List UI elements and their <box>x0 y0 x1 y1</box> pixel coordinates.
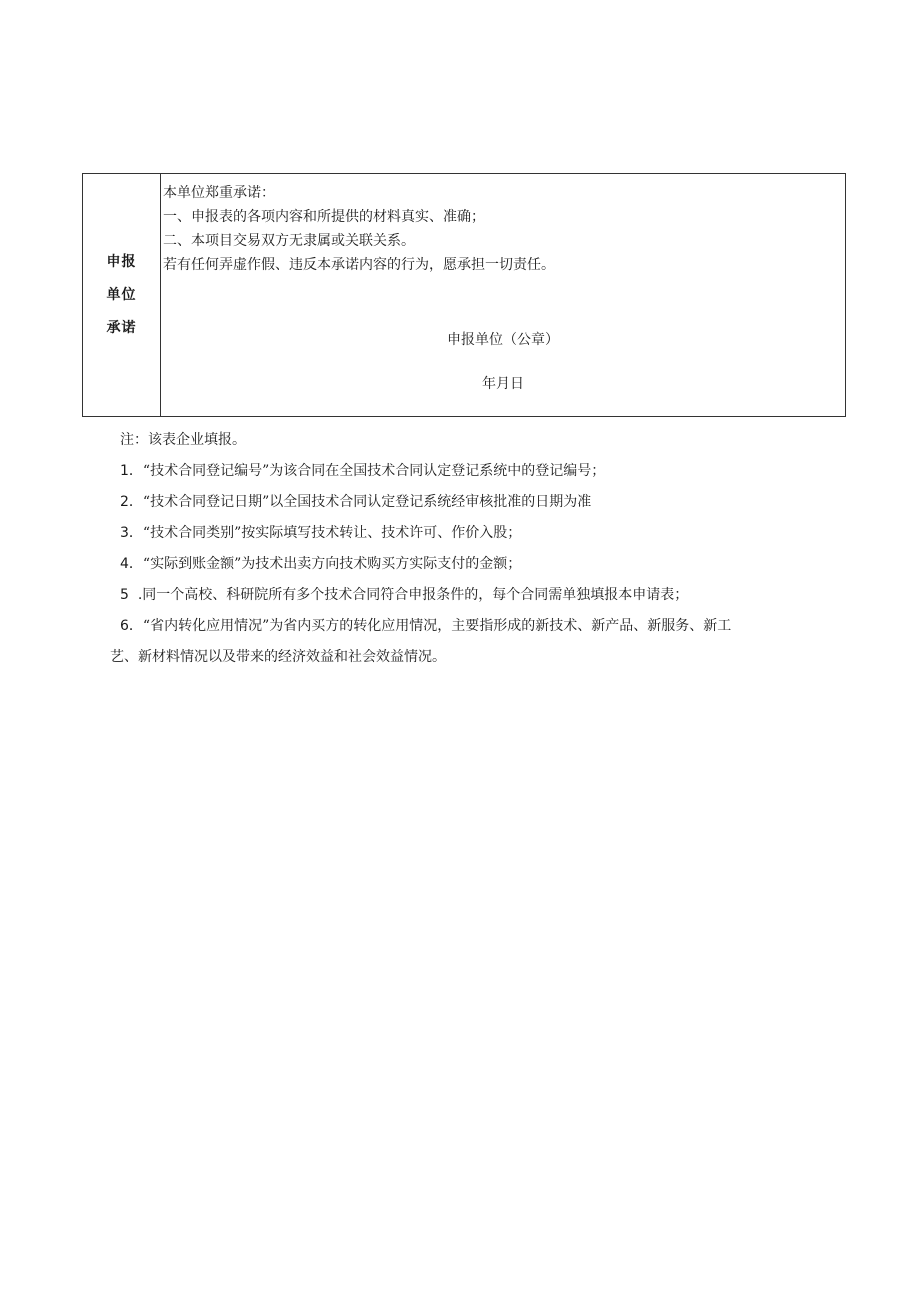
date-line: 年月日 <box>482 376 524 392</box>
note-item-2 <box>120 487 820 518</box>
note-number: 6 <box>120 618 129 634</box>
note-text: ．“技术合同登记编号”为该合同在全国技术合同认定登记系统中的登记编号； <box>128 463 606 479</box>
note-text: ．“技术合同类别”按实际填写技术转让、技术许可、作价入股； <box>128 525 522 541</box>
pledge-item-1: 一、申报表的各项内容和所提供的材料真实、准确； <box>163 209 485 225</box>
note-number: 2 <box>120 494 129 510</box>
note-item-3 <box>120 518 820 549</box>
pledge-intro: 本单位郑重承诺： <box>163 185 275 201</box>
note-number: 4 <box>120 556 129 572</box>
pledge-text <box>163 181 555 277</box>
note-text: ．“实际到账金额”为技术出卖方向技术购买方实际支付的金额； <box>128 556 522 572</box>
commitment-label-line-2: 单位 <box>106 286 137 303</box>
note-number: 5 <box>120 587 129 603</box>
commitment-label-line-1: 申报 <box>106 253 137 270</box>
pledge-liability: 若有任何弄虚作假、违反本承诺内容的行为，愿承担一切责任。 <box>163 257 555 273</box>
note-item-1 <box>120 456 820 487</box>
note-item-6 <box>120 611 820 642</box>
note-text: .同一个高校、科研院所有多个技术合同符合申报条件的，每个合同需单独填报本申请表； <box>128 587 689 603</box>
note-number: 3 <box>120 525 129 541</box>
note-text: ．“技术合同登记日期”以全国技术合同认定登记系统经审核批准的日期为准 <box>128 494 592 510</box>
commitment-label-line-3: 承诺 <box>106 319 137 336</box>
pledge-item-2: 二、本项目交易双方无隶属或关联关系。 <box>163 233 415 249</box>
notes-section <box>110 425 820 673</box>
note-item-4 <box>120 549 820 580</box>
commitment-label-cell <box>83 174 161 417</box>
note-item-5 <box>120 580 820 611</box>
note-number: 1 <box>120 463 129 479</box>
signature-line: 申报单位（公章） <box>447 332 559 348</box>
note-item-6-continuation: 艺、新材料情况以及带来的经济效益和社会效益情况。 <box>110 649 446 665</box>
commitment-table <box>82 173 846 417</box>
commitment-content-cell <box>161 174 846 417</box>
note-text: ．“省内转化应用情况”为省内买方的转化应用情况，主要指形成的新技术、新产品、新服务、新工 <box>128 618 732 634</box>
notes-header: 注：该表企业填报。 <box>120 432 246 448</box>
